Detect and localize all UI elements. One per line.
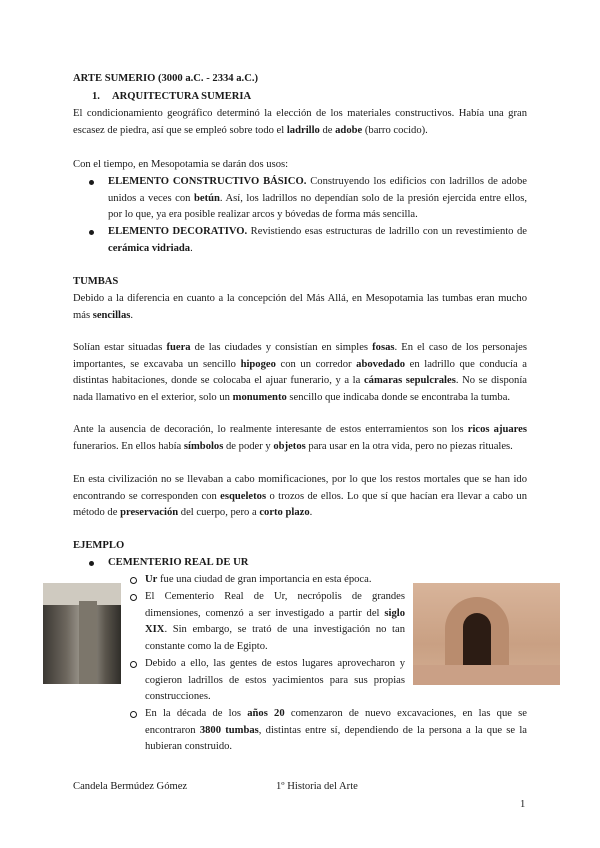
footer-author: Candela Bermúdez Gómez xyxy=(73,781,188,792)
section-heading-text: ARQUITECTURA SUMERIA xyxy=(112,91,252,102)
document-title: ARTE SUMERIO (3000 a.C. - 2334 a.C.) xyxy=(73,73,259,84)
paragraph-tumbas-1: Debido a la diferencia en cuanto a la concepción del Más Allá, en Mesopotamia las tumbas eran mucho más sencillas. xyxy=(73,293,527,321)
bullet-dot xyxy=(89,561,94,566)
bullet-circle xyxy=(130,711,137,718)
bullet-circle xyxy=(130,577,137,584)
list-item-elemento-constructivo: ELEMENTO CONSTRUCTIVO BÁSICO. Construyendo los edificios con ladrillos de adobe unidos a veces con betún. Así, los ladrillos no dependían solo de la presión ejercida entre ellos, por lo que, ya era posible realizar arcos y bóvedas de forma más sencilla. xyxy=(89,174,527,224)
paragraph-intro: El condicionamiento geográfico determinó la elección de los materiales constructivos. Había una gran escasez de piedra, así que se empleó sobre todo el ladrillo de adobe (barro cocido). xyxy=(73,108,527,136)
paragraph-tumbas-3: Ante la ausencia de decoración, lo realmente interesante de estos enterramientos son los ricos ajuares funerarios. En ellos había símbolos de poder y objetos para usar en la otra vida, pero no piezas rituales. xyxy=(73,424,528,452)
section-heading-tumbas: TUMBAS xyxy=(73,276,119,287)
paragraph-tumbas-2: Solían estar situadas fuera de las ciudades y consistían en simples fosas. En el caso de los personajes importantes, se excavaba un sencillo hipogeo con un corredor abovedado en ladrillo que conducía a distintas habitaciones, donde se colocaba el ajuar funerario, y a la cámaras sepulcrales. No se disponía nada llamativo en el exterior, solo un monumento sencillo que indicaba donde se encontraba la tumba. xyxy=(73,342,528,403)
section-number: 1. xyxy=(92,91,100,102)
sublist-item-cementerio-real: El Cementerio Real de Ur, necrópolis de grandes dimensiones, comenzó a ser investigado a partir del siglo XIX. Sin embargo, se trató de una investigación no tan constante como la de Egipto. xyxy=(130,589,405,655)
sublist-item-excavaciones: En la década de los años 20 comenzaron de nuevo excavaciones, en las que se encontraron 3800 tumbas, distintas entre sí, dependiendo de la persona a la que se la hubieran construido. xyxy=(130,706,527,756)
bullet-circle xyxy=(130,594,137,601)
excavation-photo xyxy=(43,583,121,684)
list-item-elemento-decorativo: ELEMENTO DECORATIVO. Revistiendo esas estructuras de ladrillo con un revestimiento de cerámica vidriada. xyxy=(89,224,527,257)
list-item-cementerio: CEMENTERIO REAL DE UR xyxy=(89,555,527,572)
section-heading-arquitectura xyxy=(92,89,251,106)
footer-course: 1º Historia del Arte xyxy=(276,781,358,792)
paragraph-uses-intro: Con el tiempo, en Mesopotamia se darán dos usos: xyxy=(73,159,289,170)
paragraph-tumbas-4: En esta civilización no se llevaban a cabo momificaciones, por lo que los restos mortales que se han ido encontrando se corresponden con esqueletos o trozos de ellos. Lo que sí que hacían era llevar a cabo un método de preservación del cuerpo, pero a corto plazo. xyxy=(73,474,527,518)
section-heading-ejemplo: EJEMPLO xyxy=(73,540,125,551)
sublist-item-ur: Ur fue una ciudad de gran importancia en esta época. xyxy=(130,572,405,589)
bullet-circle xyxy=(130,661,137,668)
tomb-vault-photo xyxy=(413,583,560,685)
bullet-dot xyxy=(89,180,94,185)
sublist-item-ladrillos: Debido a ello, las gentes de estos lugares aprovecharon y cogieron ladrillos de estos yacimientos para sus propias construcciones. xyxy=(130,656,405,706)
bullet-dot xyxy=(89,230,94,235)
page-number: 1 xyxy=(520,799,526,810)
